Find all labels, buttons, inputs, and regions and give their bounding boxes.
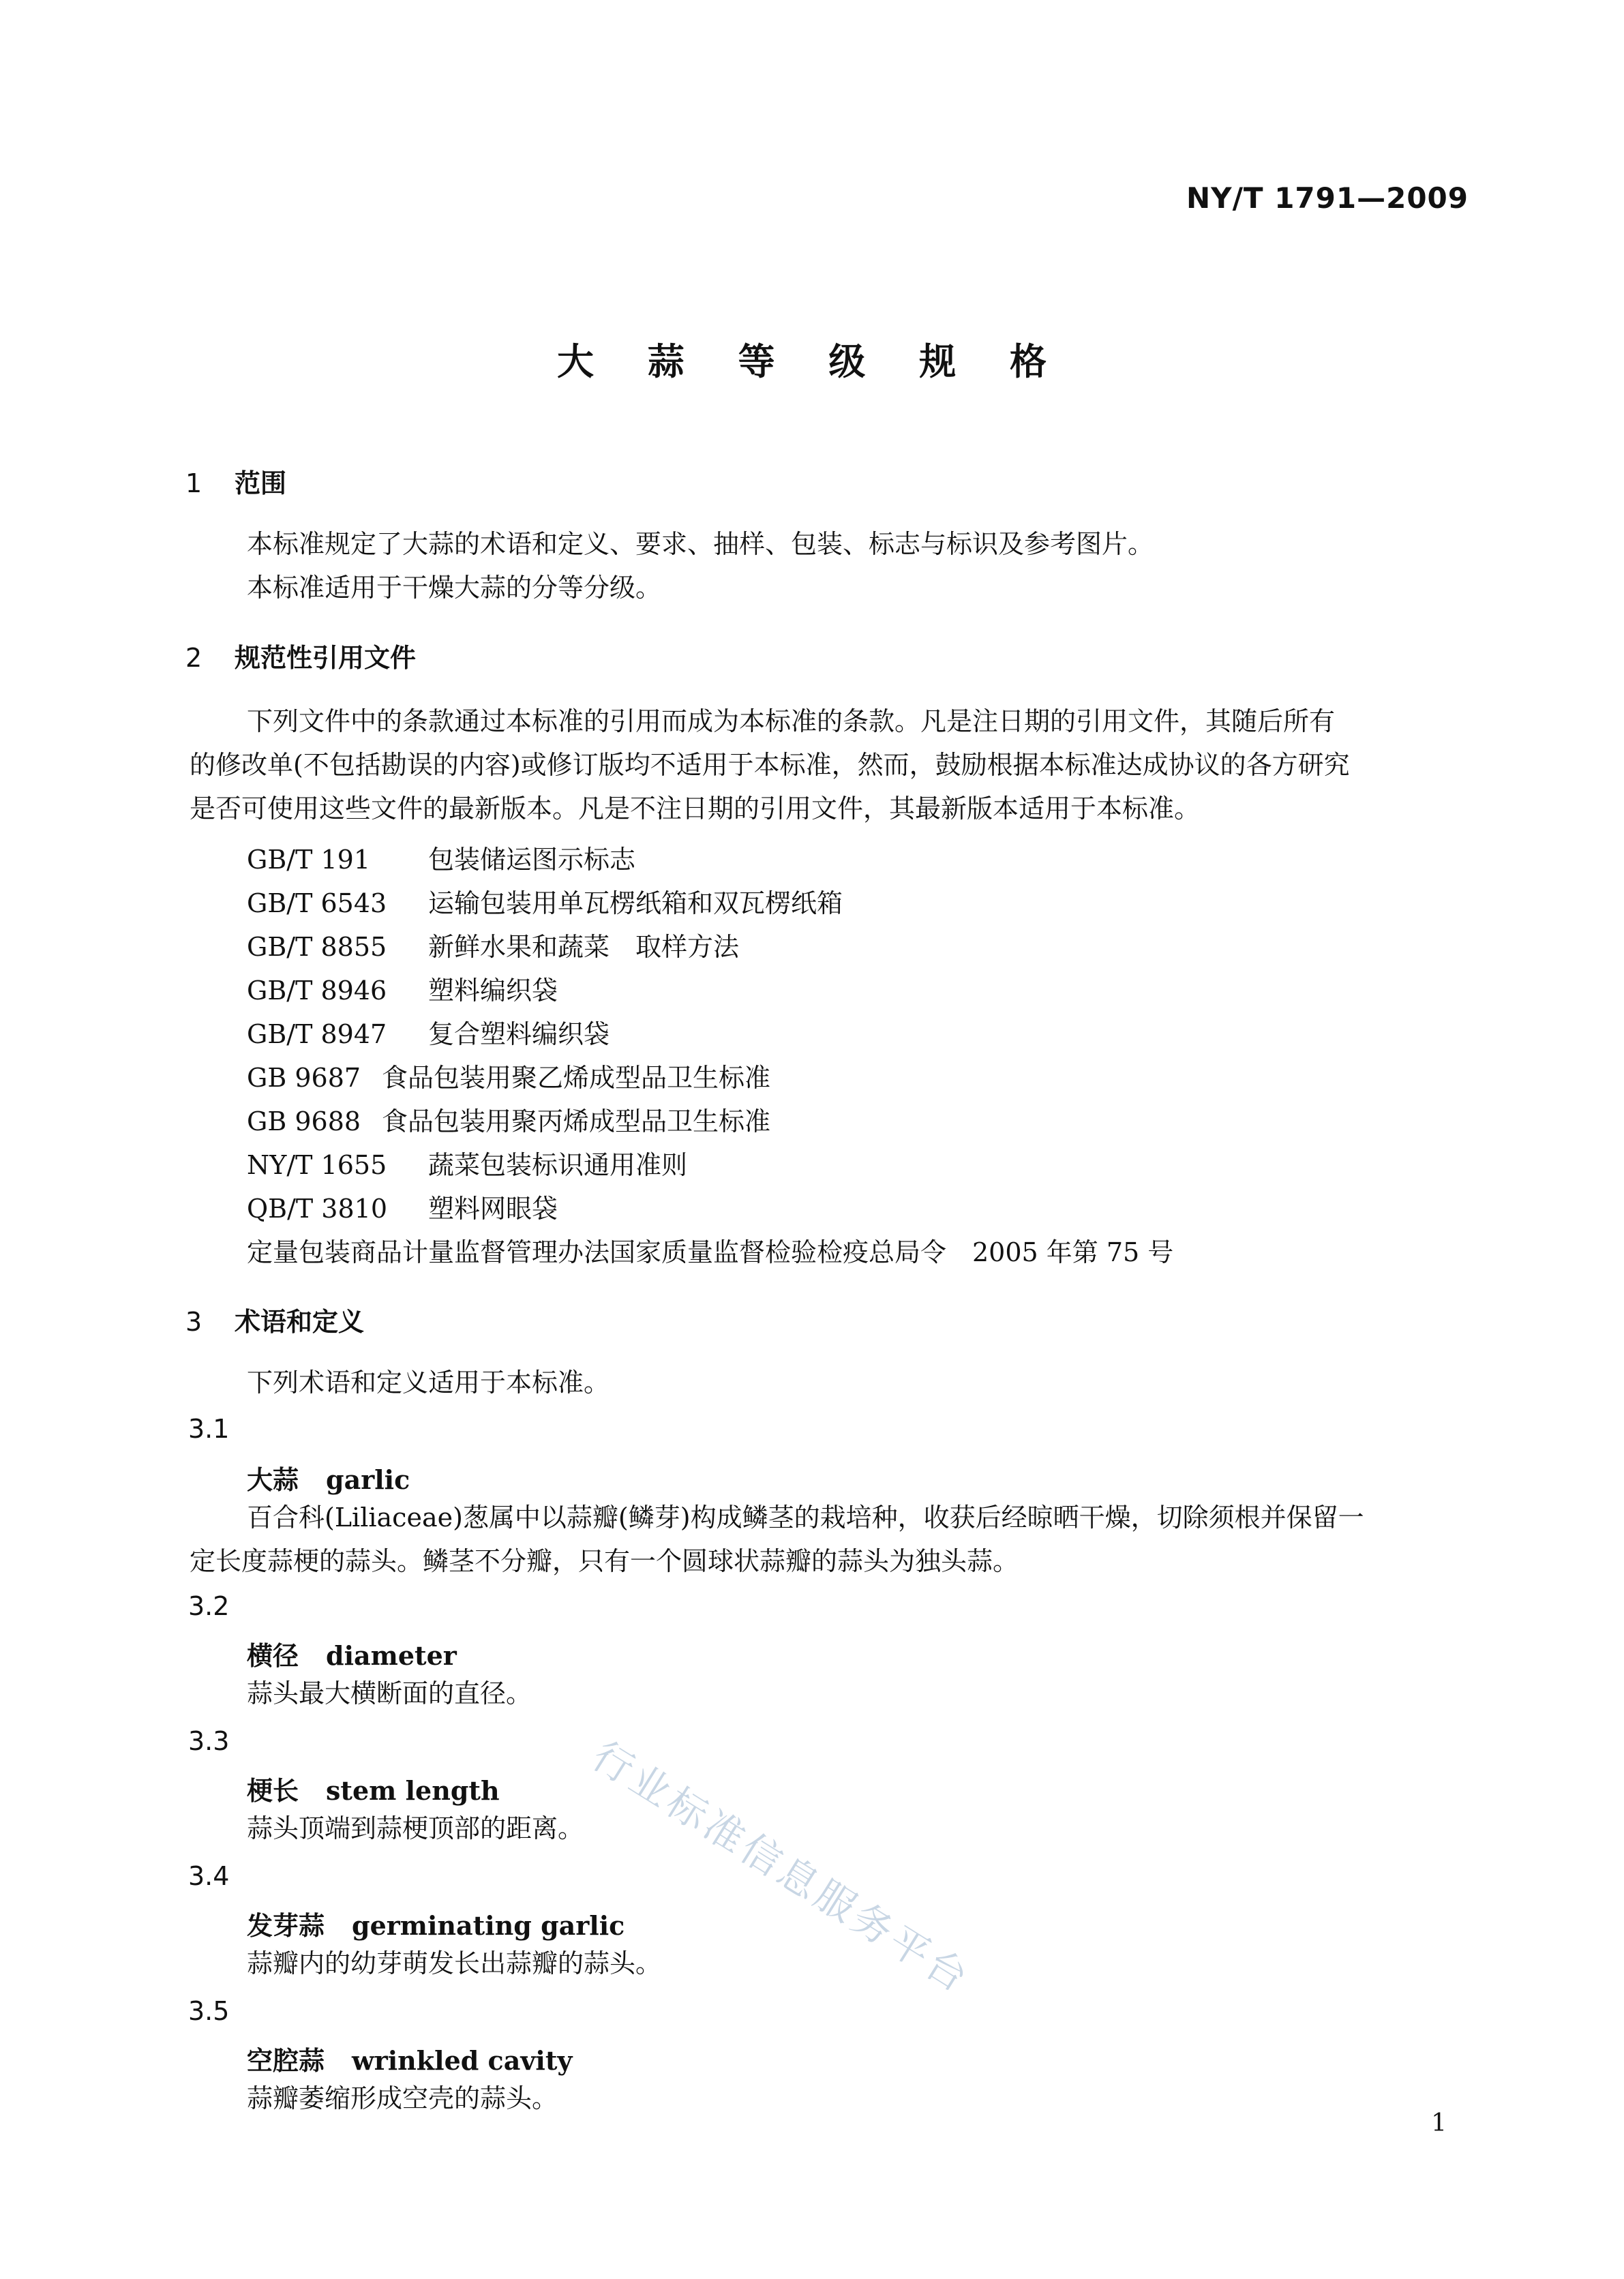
term-entry [247, 1635, 457, 1672]
clause-number: 3.4 [188, 1861, 230, 1891]
reference-item [247, 1057, 770, 1094]
term-definition: 蒜瓣内的幼芽萌发长出蒜瓣的蒜头。 [247, 1948, 662, 1978]
paragraph: 下列术语和定义适用于本标准。 [247, 1368, 610, 1398]
section-1-heading [185, 462, 286, 500]
reference-code: NY/T 1655 [247, 1150, 387, 1180]
section-number: 2 [185, 643, 202, 673]
reference-code: GB/T 8855 [247, 932, 387, 962]
reference-item [247, 1013, 610, 1051]
term-definition: 百合科(Liliaceae)葱属中以蒜瓣(鳞芽)构成鳞茎的栽培种，收获后经晾晒干燥，切除须根并保留一 [247, 1503, 1364, 1533]
reference-code: GB 9688 [247, 1106, 361, 1136]
term-chinese: 梗长 [247, 1776, 299, 1806]
reference-title: 蔬菜包装标识通用准则 [428, 1150, 688, 1180]
reference-code: GB/T 8947 [247, 1019, 387, 1049]
page-number: 1 [1431, 2109, 1447, 2137]
paragraph: 本标准适用于干燥大蒜的分等分级。 [247, 573, 662, 603]
reference-item: 定量包装商品计量监督管理办法国家质量监督检验检疫总局令 2005 年第 75 号 [247, 1237, 1174, 1267]
section-title: 范围 [235, 468, 287, 498]
term-entry [247, 1905, 625, 1942]
term-entry [247, 1770, 500, 1807]
reference-code: GB/T 8946 [247, 976, 387, 1006]
reference-code: QB/T 3810 [247, 1194, 388, 1224]
reference-title: 新鲜水果和蔬菜 取样方法 [428, 932, 740, 962]
reference-title: 食品包装用聚乙烯成型品卫生标准 [382, 1063, 771, 1093]
reference-title: 塑料网眼袋 [428, 1194, 558, 1224]
reference-title: 复合塑料编织袋 [428, 1019, 610, 1049]
term-chinese: 空腔蒜 [247, 2046, 325, 2076]
term-entry [247, 1459, 410, 1496]
section-3-heading [185, 1301, 364, 1338]
term-definition: 蒜头最大横断面的直径。 [247, 1678, 532, 1708]
reference-title: 食品包装用聚丙烯成型品卫生标准 [382, 1106, 771, 1136]
term-entry [247, 2040, 572, 2077]
term-english: wrinkled cavity [352, 2045, 573, 2076]
reference-title: 运输包装用单瓦楞纸箱和双瓦楞纸箱 [428, 888, 843, 918]
reference-code: GB/T 6543 [247, 888, 387, 918]
reference-item [247, 1144, 687, 1181]
document-title: 大 蒜 等 级 规 格 [557, 340, 1067, 383]
paragraph: 下列文件中的条款通过本标准的引用而成为本标准的条款。凡是注日期的引用文件，其随后所有 [247, 706, 1336, 736]
section-title: 术语和定义 [235, 1307, 365, 1337]
reference-item [247, 926, 739, 963]
clause-number: 3.3 [188, 1726, 230, 1756]
reference-item [247, 969, 558, 1007]
term-definition: 定长度蒜梗的蒜头。鳞茎不分瓣，只有一个圆球状蒜瓣的蒜头为独头蒜。 [190, 1546, 1019, 1576]
term-english: germinating garlic [352, 1910, 625, 1941]
reference-item [247, 1188, 558, 1225]
term-chinese: 发芽蒜 [247, 1911, 325, 1941]
term-chinese: 大蒜 [247, 1465, 299, 1495]
standard-code: NY/T 1791—2009 [1186, 181, 1469, 215]
term-english: garlic [326, 1464, 410, 1495]
clause-number: 3.2 [188, 1591, 230, 1621]
term-english: stem length [326, 1775, 500, 1806]
term-chinese: 横径 [247, 1641, 299, 1671]
reference-item [247, 1100, 770, 1138]
paragraph: 的修改单(不包括勘误的内容)或修订版均不适用于本标准，然而，鼓励根据本标准达成协议的各方研究 [190, 750, 1350, 780]
reference-item [247, 839, 635, 876]
reference-item [247, 882, 843, 920]
term-definition: 蒜头顶端到蒜梗顶部的距离。 [247, 1813, 584, 1843]
reference-title: 塑料编织袋 [428, 976, 558, 1006]
section-2-heading [185, 637, 416, 674]
watermark-text: 行业标准信息服务平台 [584, 1732, 979, 2003]
section-number: 1 [185, 468, 202, 498]
reference-title: 包装储运图示标志 [428, 845, 636, 875]
clause-number: 3.1 [188, 1414, 230, 1444]
paragraph: 是否可使用这些文件的最新版本。凡是不注日期的引用文件，其最新版本适用于本标准。 [190, 794, 1201, 824]
reference-code: GB 9687 [247, 1063, 361, 1093]
clause-number: 3.5 [188, 1996, 230, 2026]
term-english: diameter [326, 1640, 457, 1671]
section-number: 3 [185, 1307, 202, 1337]
section-title: 规范性引用文件 [235, 643, 417, 673]
term-definition: 蒜瓣萎缩形成空壳的蒜头。 [247, 2083, 558, 2113]
paragraph: 本标准规定了大蒜的术语和定义、要求、抽样、包装、标志与标识及参考图片。 [247, 529, 1154, 559]
reference-code: GB/T 191 [247, 845, 371, 875]
